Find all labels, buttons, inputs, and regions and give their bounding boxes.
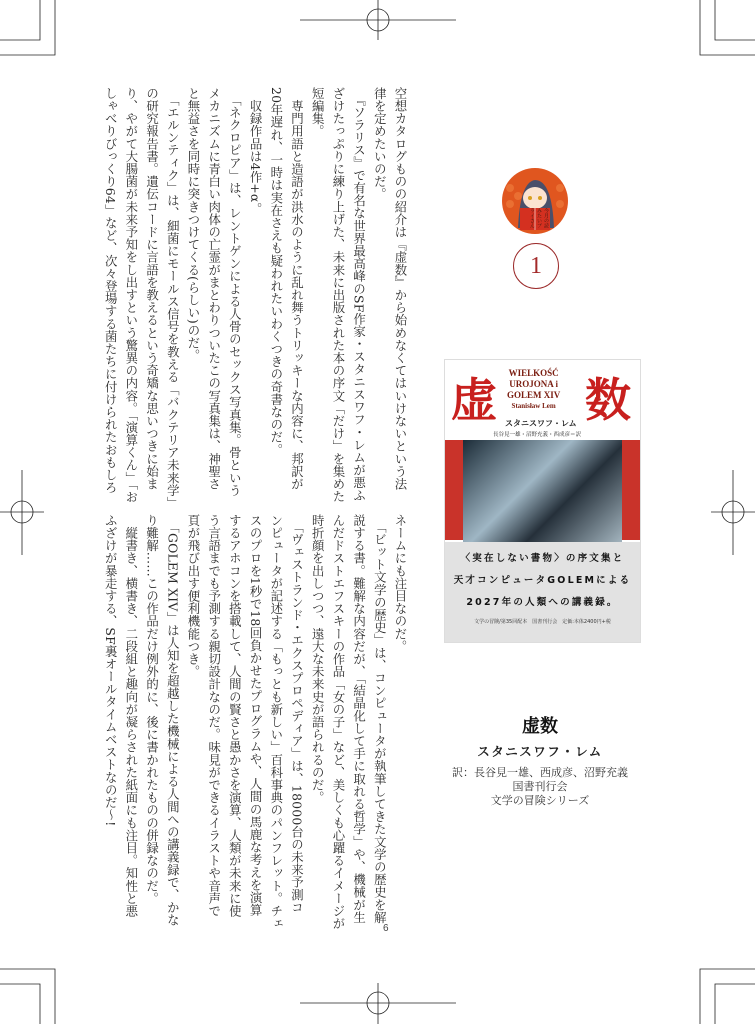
- text-column: 「ネクロピア」は、レントゲンによる人骨のセックス写真集。骨という: [227, 87, 243, 497]
- book-series: 文学の冒険シリーズ: [490, 794, 590, 807]
- cover-title-kanji-1: 虚: [451, 373, 497, 427]
- text-column: するアホコンを搭載して、人間の賢さと愚かさを演算、人類が未来に使: [227, 514, 243, 918]
- cover-artwork: [445, 440, 640, 540]
- book-translators: 訳：長谷見一雄、西成彦、沼野充義: [452, 766, 628, 779]
- text-column: 時折顔を出しつつ、遠大な未来史が語られるのだ。: [310, 514, 326, 804]
- text-column: 説する書。難解な内容だが、「結晶化して手に取れる哲学」や、機械が生: [351, 514, 367, 924]
- text-column: んだドストエフスキーの作品「女の子」など、美しくも心躍るイメージが: [330, 514, 346, 930]
- text-column: ンピュータが記述する「もっとも新しい」百科事典のパンフレット。チェ: [268, 514, 284, 930]
- page-number: 6: [383, 923, 389, 934]
- mascot-avatar: [502, 168, 568, 234]
- text-column: スのプロを1秒で18回負かせたプログラムや、人間の馬鹿な考えを演算: [248, 514, 264, 917]
- text-column: 空想カタログものの紹介は『虚数』から始めなくてはいけないという法: [393, 87, 408, 491]
- cover-author: スタニスワフ・レム: [505, 419, 577, 428]
- cover-latin-title: [507, 368, 560, 412]
- obi-line: 〈実在しない書物〉の序文集と: [460, 553, 625, 564]
- text-column: 頁が飛び出す便利機能つき。: [185, 514, 201, 678]
- text-column: り難解……この作品だけ例外的に、後に書かれたものの併録なのだ。: [144, 514, 160, 905]
- cover-latin-line: WIELKOŚĆ: [508, 368, 559, 378]
- text-column: ざけたっぷりに練り上げた、未来に出版された本の序文「だけ」を集めた: [330, 87, 346, 503]
- text-column: 「ビット文学の歴史」は、コンピュータが執筆してきた文学の歴史を解: [372, 514, 388, 924]
- text-column: 専門用語と造語が洪水のように乱れ舞うトリッキーな内容に、邦訳が: [289, 87, 305, 491]
- text-column: 『ソラリス』で有名な世界最高峰のSF作家・スタニスワフ・レムが悪ふ: [351, 87, 367, 502]
- entry-number-badge: 1: [513, 243, 559, 289]
- text-column: 縦書き、横書き、二段組と趣向が凝らされた紙面にも注目。知性と悪: [123, 514, 139, 918]
- obi-line: 天才コンピュータGOLEMによる: [453, 575, 632, 586]
- cover-obi-band: [445, 542, 640, 642]
- book-publisher: 国書刊行会: [512, 780, 568, 793]
- text-column: 「ヴェストランド・エクスプロペディア」は、18000台の未来予測コ: [289, 514, 305, 914]
- cover-latin-author: Stanisław Lem: [511, 402, 556, 410]
- text-column: り、やがて大腸菌が未来予知をし出すという驚異の内容。「演算くん」「お: [123, 87, 139, 503]
- text-column: と無益さを同時に突きつけてくる(らしい)のだ。: [185, 87, 201, 362]
- text-column: 「GOLEM XIV」は人知を超越した機械による人間への講義録で、かな: [165, 514, 181, 927]
- text-column: 収録作品は4作+α。: [248, 87, 264, 216]
- article-text-top: [100, 87, 410, 510]
- text-column: メカニズムに青白い肉体の亡霊がまとわりついたこの写真集は、神聖さ: [206, 87, 222, 491]
- text-column: の研究報告書。遺伝コードに言語を教えるという奇矯な思いつきに始ま: [144, 87, 160, 491]
- cover-translators: 長谷見一雄・沼野充義・西成彦＝訳: [493, 432, 582, 438]
- obi-line: 2027年の人類への講義録。: [466, 597, 619, 608]
- book-title: 虚数: [522, 716, 558, 737]
- text-column: 「エルンティク」は、細菌にモールス信号を教える「バクテリア未来学」: [165, 87, 181, 510]
- text-column: 律を定めたいのだ。: [372, 87, 388, 201]
- cover-title-kanji-2: 数: [585, 373, 631, 427]
- cover-latin-line: GOLEM XIV: [507, 390, 561, 400]
- text-column: ふざけが暴走する、SF裏オールタイムベストなのだ〜!: [103, 514, 119, 827]
- obi-footer: 文学の冒険/第35回配本 国書刊行会 定価:本体2400円+税: [474, 619, 611, 625]
- mascot-book-text: 今月の読みたいブライさん: [529, 208, 549, 228]
- book-author: スタニスワフ・レム: [477, 744, 603, 759]
- text-column: ネームにも注目なのだ。: [393, 514, 408, 653]
- article-text-bottom: [100, 514, 410, 930]
- text-column: しゃべりびっくり64」など、次々登場する菌たちに付けられたおもしろ: [103, 87, 119, 494]
- cover-latin-line: UROJONA i: [509, 379, 559, 389]
- book-cover-image: [445, 360, 640, 642]
- text-column: 短編集。: [310, 87, 326, 138]
- text-column: う言語までも予測する親切設計なのだ。味見ができるイラストや音声で: [206, 514, 222, 918]
- book-info: [440, 712, 640, 808]
- text-column: 20年遅れ、一時は実在さえも疑われたいわくつきの奇書なのだ。: [268, 87, 284, 456]
